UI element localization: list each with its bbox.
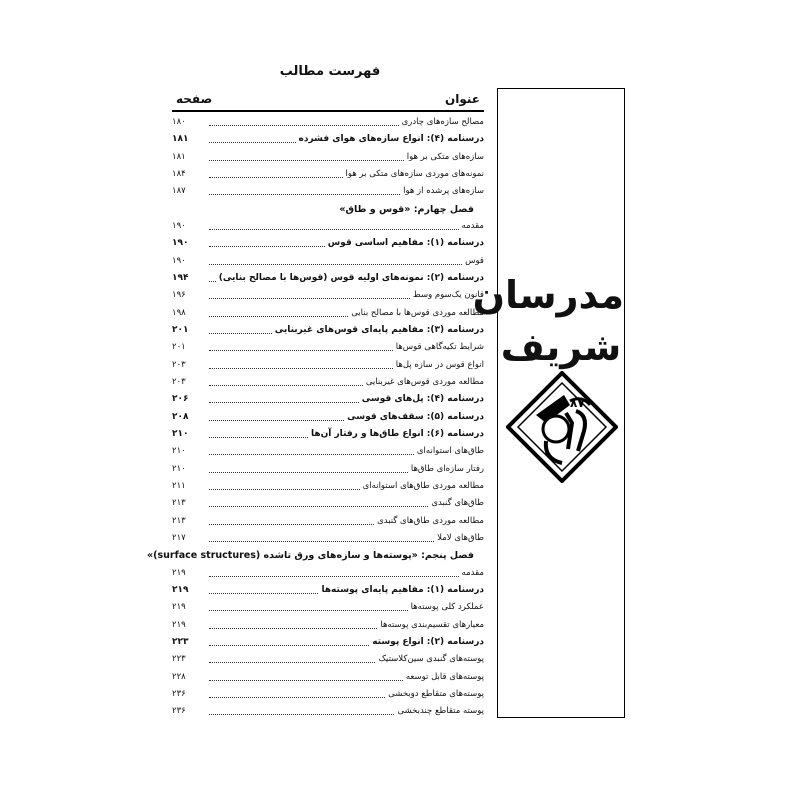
- dot-leader: [209, 645, 369, 646]
- dot-leader: [209, 160, 404, 161]
- brand-name-line2: شریف: [500, 325, 622, 369]
- dot-leader: [209, 316, 348, 317]
- chapter-title: فصل چهارم: «قوس و طاق»: [339, 203, 474, 215]
- toc-row: [172, 495, 484, 512]
- toc-lesson-row: [172, 634, 484, 651]
- dot-leader: [209, 628, 377, 629]
- dot-leader: [209, 333, 272, 334]
- toc-page-number: ۲۰۶: [172, 394, 189, 405]
- toc-entry-title: درسنامه (۶): انواع طاق‌ها و رفتار آن‌ها: [310, 429, 484, 440]
- toc-entry-title: درسنامه (۴): پل‌های قوسی: [361, 394, 484, 405]
- toc-row: [172, 166, 484, 183]
- toc-entry-title: عملکرد کلی پوسته‌ها: [410, 602, 484, 613]
- dot-leader: [209, 593, 318, 594]
- toc-page-number: ۲۱۳: [172, 498, 186, 509]
- dot-leader: [209, 368, 393, 369]
- toc-page-number: ۲۰۱: [172, 325, 189, 336]
- toc-header: [172, 92, 484, 112]
- toc-lesson-row: [172, 235, 484, 252]
- toc-row: [172, 287, 484, 304]
- toc-entry-title: درسنامه (۵): سقف‌های قوسی: [347, 411, 484, 422]
- dot-leader: [209, 697, 385, 698]
- toc-entry-title: مطالعه موردی طاق‌های استوانه‌ای: [362, 481, 484, 492]
- toc-page-number: ۲۱۰: [172, 429, 189, 440]
- toc-page-number: ۱۸۷: [172, 186, 186, 197]
- toc-page-number: ۲۲۳: [172, 637, 189, 647]
- toc-entry-title: درسنامه (۴): انواع سازه‌های هوای فشرده: [298, 134, 484, 145]
- toc-page-number: ۲۳۶: [172, 706, 186, 717]
- dot-leader: [209, 125, 399, 126]
- toc-entry-title: طاق‌های گنبدی: [431, 498, 484, 509]
- toc-page-number: ۲۱۹: [172, 567, 186, 578]
- chapter-heading: [147, 547, 484, 564]
- toc-page-number: ۱۹۰: [172, 221, 186, 232]
- dot-leader: [209, 506, 428, 507]
- toc-row: [172, 478, 484, 495]
- dot-leader: [209, 489, 360, 490]
- toc-page-number: ۲۳۶: [172, 688, 186, 699]
- toc-row: [172, 114, 484, 131]
- svg-text:۸۷: ۸۷: [570, 396, 585, 410]
- toc-page-number: ۲۱۱: [172, 481, 186, 492]
- toc-entry-title: مقدمه: [461, 221, 484, 232]
- toc-row: [172, 530, 484, 547]
- dot-leader: [209, 298, 410, 299]
- toc-entry-title: نمونه‌های موردی سازه‌های متکی بر هوا: [345, 169, 484, 180]
- brand-name-line1: مدرسان: [472, 273, 624, 317]
- toc-entry-title: درسنامه (۳): مفاهیم پایه‌ای قوس‌های غیربنایی: [274, 325, 484, 336]
- toc-page-number: ۲۱۹: [172, 602, 186, 613]
- dot-leader: [209, 350, 393, 351]
- toc-row: [172, 686, 484, 703]
- toc-entry-title: قانون یک‌سوم وسط: [412, 290, 484, 301]
- toc-page-number: ۱۸۴: [172, 169, 186, 180]
- toc-entry-title: انواع قوس در سازه پل‌ها: [395, 359, 484, 370]
- toc-page-number: ۱۹۸: [172, 307, 186, 318]
- toc-lesson-row: [172, 322, 484, 339]
- toc-page-number: ۲۲۳: [172, 654, 186, 665]
- dot-leader: [209, 714, 394, 715]
- toc-lesson-row: [172, 270, 484, 287]
- toc-entry-title: مطالعه موردی قوس‌های غیربنایی: [365, 377, 484, 388]
- dot-leader: [209, 662, 375, 663]
- dot-leader: [209, 420, 344, 421]
- toc-row: [172, 149, 484, 166]
- toc-page-number: ۲۰۳: [172, 359, 186, 370]
- dot-leader: [209, 541, 434, 542]
- toc-row: [172, 617, 484, 634]
- toc-page-number: ۲۰۸: [172, 411, 189, 422]
- toc-page-number: ۲۱۹: [172, 619, 186, 630]
- table-of-contents: [147, 114, 484, 720]
- toc-page-number: ۱۹۴: [172, 273, 189, 284]
- toc-entry-title: درسنامه (۲): انواع پوسته: [372, 637, 484, 647]
- toc-row: [172, 669, 484, 686]
- toc-row: [172, 183, 484, 200]
- toc-row: [172, 565, 484, 582]
- toc-page-number: ۲۱۹: [172, 585, 189, 596]
- toc-entry-title: رفتار سازه‌ای طاق‌ها: [410, 463, 484, 474]
- toc-row: [172, 599, 484, 616]
- toc-entry-title: درسنامه (۱): مفاهیم اساسی قوس: [327, 238, 484, 249]
- sharif-logo-icon: [506, 371, 618, 483]
- toc-page-number: ۱۸۰: [172, 117, 186, 128]
- dot-leader: [209, 194, 400, 195]
- toc-lesson-row: [172, 582, 484, 599]
- toc-entry-title: پوسته‌های متقاطع دوبخشی: [388, 688, 484, 699]
- dot-leader: [209, 576, 459, 577]
- toc-entry-title: طاق‌های لاملا: [437, 533, 484, 544]
- toc-page-number: ۲۱۷: [172, 533, 186, 544]
- toc-entry-title: قوس: [465, 255, 484, 266]
- toc-row: [172, 218, 484, 235]
- toc-row: [172, 339, 484, 356]
- dot-leader: [209, 281, 216, 282]
- toc-row: [172, 357, 484, 374]
- toc-entry-title: مطالعه موردی قوس‌ها با مصالح بنایی: [351, 307, 484, 318]
- dot-leader: [209, 610, 408, 611]
- toc-page-number: ۱۹۰: [172, 238, 189, 249]
- title-column-header: عنوان: [445, 92, 480, 106]
- toc-page-number: ۲۱۰: [172, 463, 186, 474]
- dot-leader: [209, 142, 296, 143]
- toc-entry-title: پوسته‌های گنبدی سین‌کلاستیک: [378, 654, 484, 665]
- dot-leader: [209, 229, 459, 230]
- toc-entry-title: مصالح سازه‌های چادری: [401, 117, 484, 128]
- toc-entry-title: درسنامه (۲): نمونه‌های اولیه قوس (قوس‌ها با مصالح بنایی): [218, 273, 484, 284]
- toc-page-number: ۲۱۰: [172, 446, 186, 457]
- dot-leader: [209, 454, 414, 455]
- toc-lesson-row: [172, 391, 484, 408]
- toc-page-number: ۲۰۱: [172, 342, 186, 353]
- toc-row: [172, 513, 484, 530]
- toc-row: [172, 703, 484, 720]
- page-column-header: صفحه: [176, 92, 213, 106]
- dot-leader: [209, 680, 403, 681]
- dot-leader: [209, 177, 343, 178]
- toc-lesson-row: [172, 131, 484, 148]
- toc-lesson-row: [172, 426, 484, 443]
- toc-lesson-row: [172, 409, 484, 426]
- page-title: فهرست مطالب: [279, 64, 381, 79]
- toc-page-number: ۱۹۶: [172, 290, 186, 301]
- toc-entry-title: پوسته متقاطع چندبخشی: [397, 706, 484, 717]
- toc-page-number: ۲۲۸: [172, 671, 186, 682]
- toc-row: [172, 253, 484, 270]
- dot-leader: [209, 437, 308, 438]
- toc-page-number: ۱۸۱: [172, 134, 189, 145]
- toc-row: [172, 443, 484, 460]
- toc-entry-title: طاق‌های استوانه‌ای: [416, 446, 484, 457]
- dot-leader: [209, 246, 325, 247]
- toc-page-number: ۲۰۳: [172, 377, 186, 388]
- toc-entry-title: مطالعه موردی طاق‌های گنبدی: [377, 515, 484, 526]
- dot-leader: [209, 524, 374, 525]
- toc-row: [172, 651, 484, 668]
- toc-row: [172, 461, 484, 478]
- toc-entry-title: سازه‌های متکی بر هوا: [406, 151, 484, 162]
- toc-entry-title: سازه‌های پرشده از هوا: [403, 186, 484, 197]
- chapter-title: فصل پنجم: «پوسته‌ها و سازه‌های ورق تاشده (surface structures)»: [147, 550, 474, 562]
- toc-entry-title: مقدمه: [461, 567, 484, 578]
- dot-leader: [209, 472, 408, 473]
- toc-row: [172, 305, 484, 322]
- dot-leader: [209, 385, 363, 386]
- toc-entry-title: درسنامه (۱): مفاهیم پایه‌ای پوسته‌ها: [321, 585, 484, 596]
- dot-leader: [209, 402, 359, 403]
- toc-entry-title: پوسته‌های قابل توسعه: [405, 671, 484, 682]
- chapter-heading: [172, 201, 484, 218]
- toc-page-number: ۱۹۰: [172, 255, 186, 266]
- toc-page-number: ۱۸۱: [172, 151, 186, 162]
- toc-entry-title: معیارهای تقسیم‌بندی پوسته‌ها: [380, 619, 484, 630]
- toc-page-number: ۲۱۳: [172, 515, 186, 526]
- toc-row: [172, 374, 484, 391]
- toc-entry-title: شرایط تکیه‌گاهی قوس‌ها: [395, 342, 484, 353]
- dot-leader: [209, 264, 462, 265]
